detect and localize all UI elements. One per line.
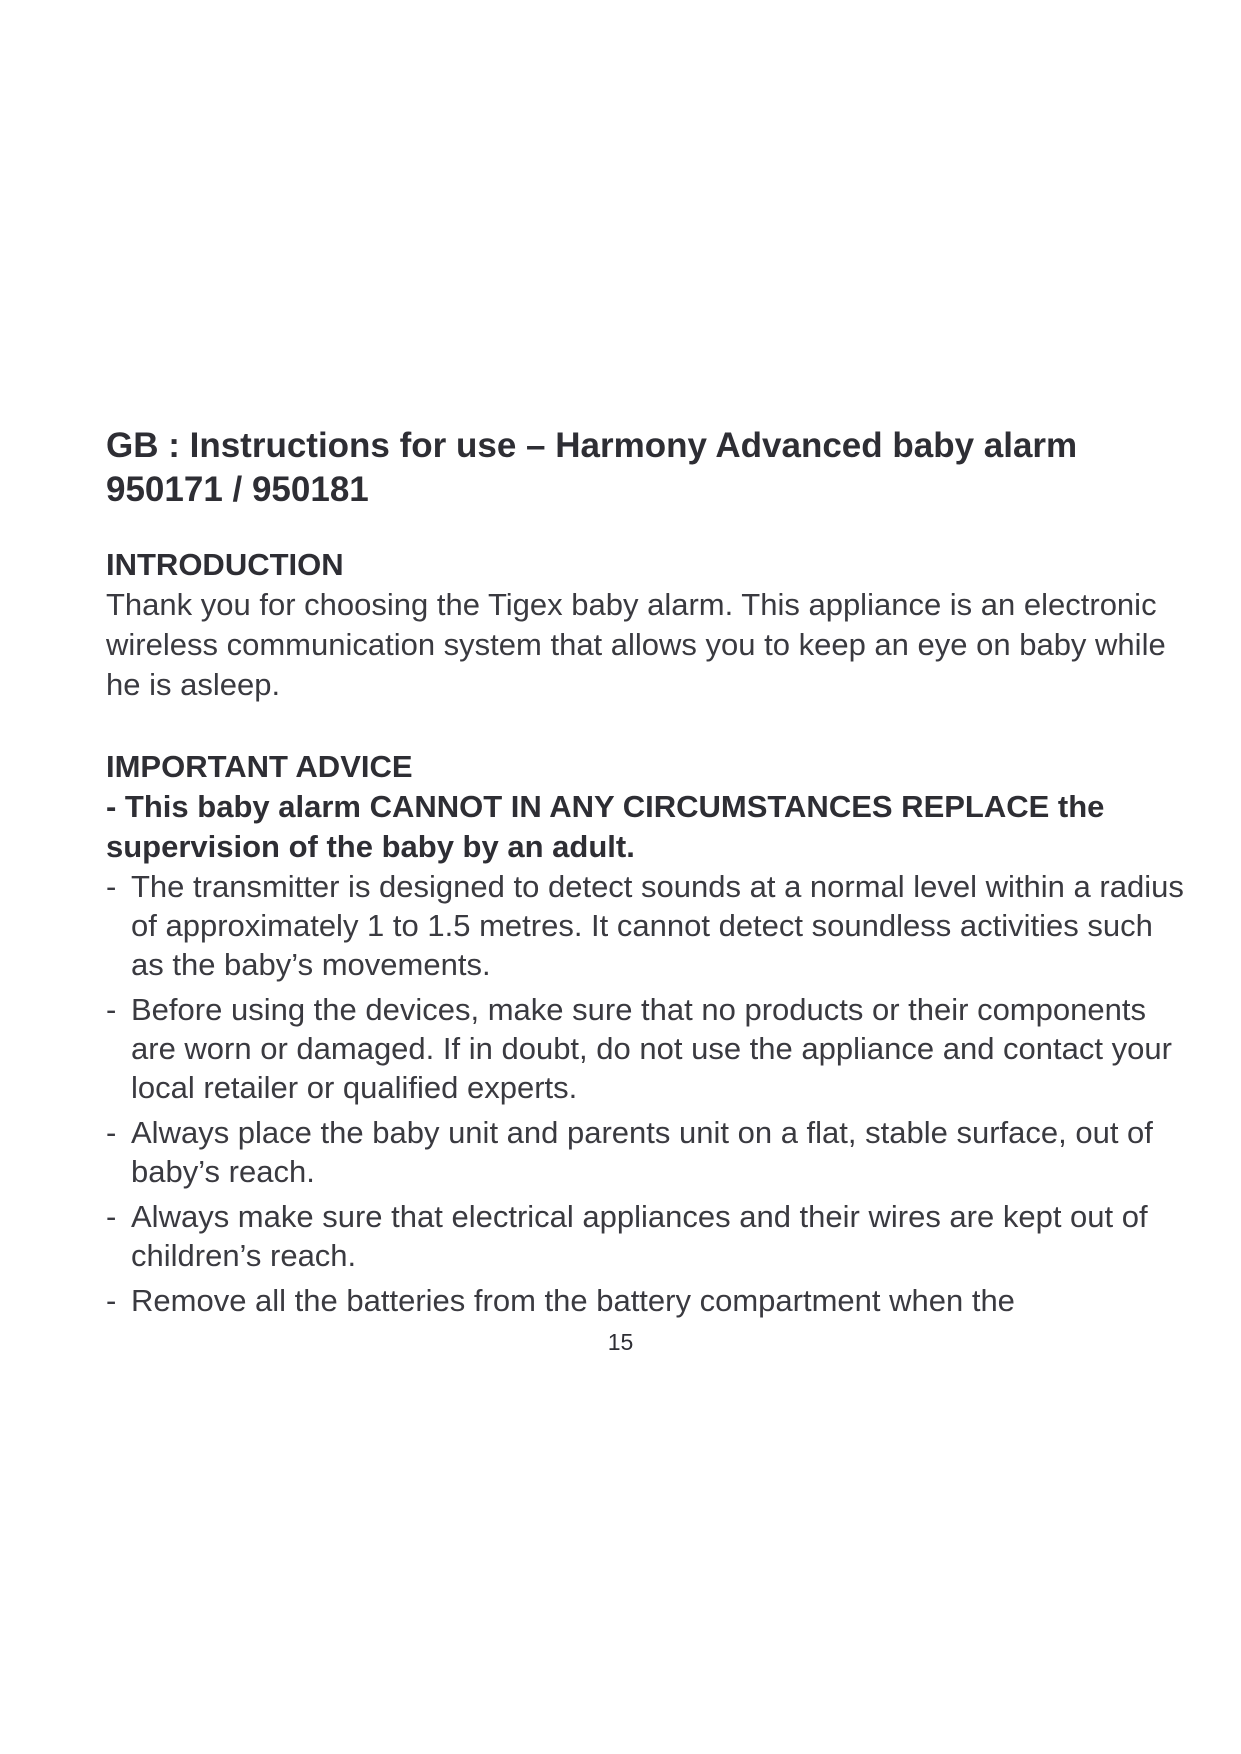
advice-item [106, 1281, 1186, 1320]
bullet-dash: - [106, 869, 117, 904]
advice-item [106, 1113, 1186, 1191]
advice-list [106, 867, 1186, 1320]
advice-item [106, 990, 1186, 1107]
advice-item-text: Always place the baby unit and parents unit on a flat, stable surface, out of baby’s reach. [131, 1115, 1153, 1189]
bullet-dash: - [106, 1199, 117, 1234]
advice-item-text: Remove all the batteries from the battery compartment when the [131, 1283, 1015, 1318]
document-title: GB : Instructions for use – Harmony Advanced baby alarm 950171 / 950181 [106, 426, 1078, 509]
page-content [106, 424, 1186, 1326]
advice-item [106, 867, 1186, 984]
advice-item [106, 1197, 1186, 1275]
page-number: 15 [607, 1329, 634, 1355]
bullet-dash: - [106, 1115, 117, 1150]
important-advice-heading: IMPORTANT ADVICE [106, 749, 413, 784]
advice-item-text: The transmitter is designed to detect sounds at a normal level within a radius of approximately 1 to 1.5 metres. It cannot detect soundless activities such as the baby’s movements. [131, 869, 1184, 982]
supervision-warning: - This baby alarm CANNOT IN ANY CIRCUMSTANCES REPLACE the supervision of the baby by an adult. [106, 789, 1105, 864]
advice-item-text: Always make sure that electrical appliances and their wires are kept out of children’s reach. [131, 1199, 1148, 1273]
introduction-heading: INTRODUCTION [106, 547, 344, 582]
bullet-dash: - [106, 992, 117, 1027]
bullet-dash: - [106, 1283, 117, 1318]
advice-item-text: Before using the devices, make sure that no products or their components are worn or damaged. If in doubt, do not use the appliance and contact your local retailer or qualified experts. [131, 992, 1172, 1105]
introduction-text: Thank you for choosing the Tigex baby alarm. This appliance is an electronic wireless communication system that allows you to keep an eye on baby while he is asleep. [106, 587, 1166, 702]
